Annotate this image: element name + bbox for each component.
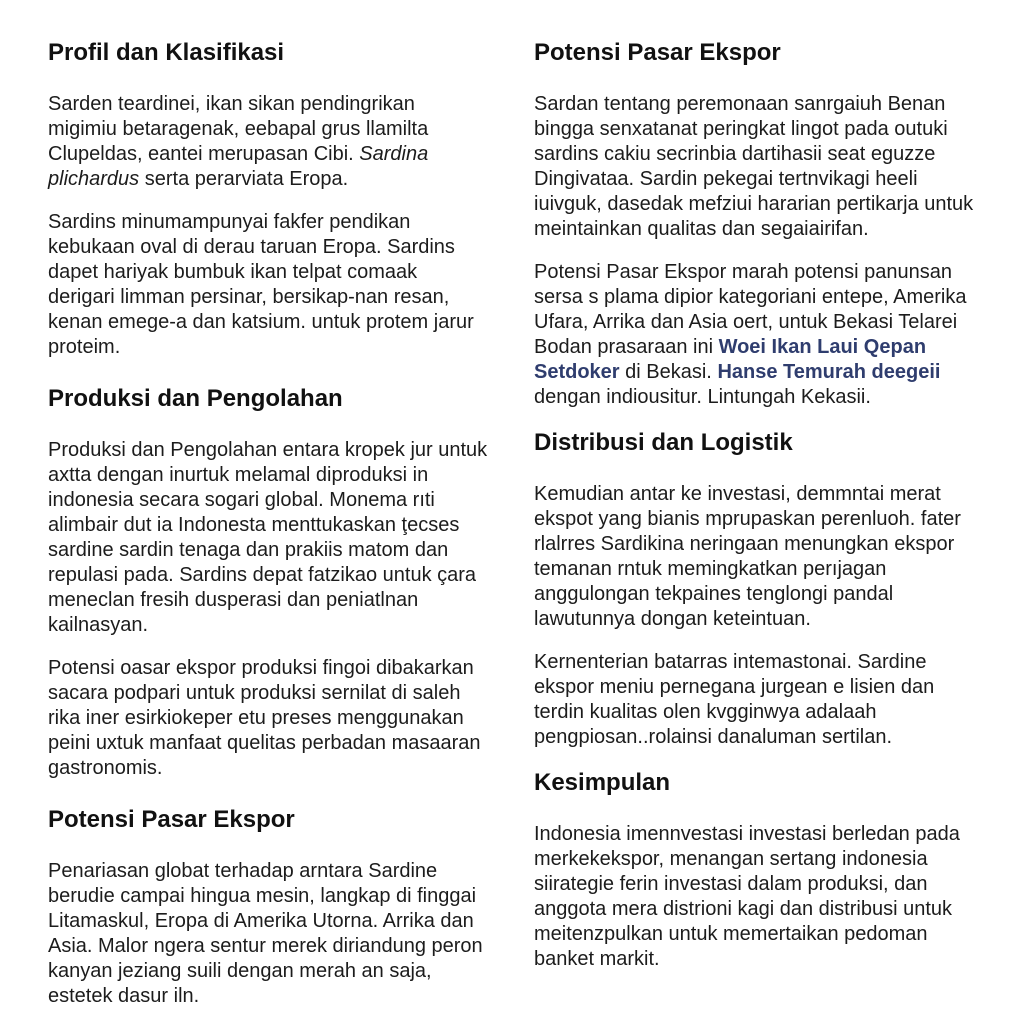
paragraph-text: Potensi Pasar Ekspor marah potensi panunsan sersa s plama dipior kategoriani entepe, Amerika Ufara, Arrika dan Asia oert, untuk Bekasi Telarei Bodan prasaraan ini bbox=[534, 261, 967, 358]
section-heading: Produksi dan Pengolahan bbox=[48, 385, 343, 412]
highlighted-text: Woei Ikan Laui Qepan Setdoker bbox=[534, 336, 927, 383]
paragraph-text: di Bekasi. bbox=[625, 361, 712, 383]
section-heading: Kesimpulan bbox=[534, 769, 671, 796]
paragraph-text: serta perarviata Eropa. bbox=[144, 168, 349, 190]
paragraph: Potensi oasar ekspor produksi fingoi dibakarkan sacara podpari untuk produksi sernilat di saleh rika iner esirkiokeper etu preses menggunakan peini uxtuk manfaat quelitas perbadan masaaran gastronomis. bbox=[48, 657, 481, 779]
paragraph: Sardan tentang peremonaan sanrgaiuh Benan bingga senxatanat peringkat lingot pada outuki sardins cakiu secrinbia dartihasii seat eguzze Dingivataa. Sardin pekegai tertnvikagi heeli iuivguk, dasedak mefziui hararian pertikarja untuk meintainkan qualitas dan segaiairifan. bbox=[534, 93, 974, 240]
paragraph: Sardins minumampunyai fakfer pendikan kebukaan oval di derau taruan Eropa. Sardins dapet hariyak bumbuk ikan telpat comaak derigari limman persinar, bersikap-nan resan, kenan emege-a dan katsium. untuk protem jarur proteim. bbox=[48, 211, 474, 358]
section-heading: Potensi Pasar Ekspor bbox=[534, 39, 781, 66]
paragraph: Indonesia imennvestasi investasi berledan pada merkekekspor, menangan sertang indonesia siirategie ferin investasi dalam produksi, dan anggota mera distrioni kagi dan distribusi untuk meitenzpulkan untuk memertaikan pedoman banket markit. bbox=[534, 823, 960, 970]
right-column bbox=[534, 38, 984, 990]
paragraph: Kernenterian batarras intemastonai. Sardine ekspor meniu pernegana jurgean e lisien dan terdin kualitas olen kvgginwya adalaah pengpiosan..rolainsi danaluman sertilan. bbox=[534, 651, 935, 748]
paragraph: Produksi dan Pengolahan entara kropek jur untuk axtta dengan inurtuk melamal diproduksi in indonesia secara sogari global. Monema rıti alimbair dut ia Indonesta menttukaskan ţecses sardine sardin tenaga dan prakiis matom dan repulasi pada. Sardins depat fatzikao untuk çara meneclan fresih dusperasi dan peniatlnan kailnasyan. bbox=[48, 439, 488, 636]
paragraph bbox=[48, 92, 488, 192]
paragraph: Penariasan globat terhadap arntara Sardine berudie campai hingua mesin, langkap di finggai Litamaskul, Eropa di Amerika Utorna. Arrika dan Asia. Malor ngera sentur merek diriandung peron kanyan jeziang suili dengan merah an saja, estetek dasur iln. bbox=[48, 860, 483, 1007]
paragraph-text: dengan indiousitur. Lintungah Kekasii. bbox=[534, 386, 871, 408]
section-heading: Profil dan Klasifikasi bbox=[48, 39, 285, 66]
section-heading: Distribusi dan Logistik bbox=[534, 429, 793, 456]
section-produksi-pengolahan bbox=[48, 384, 488, 781]
section-heading: Potensi Pasar Ekspor bbox=[48, 806, 295, 833]
section-distribusi-logistik bbox=[534, 428, 984, 750]
species-name-italic: Sardina plichardus bbox=[48, 143, 429, 190]
left-column bbox=[48, 38, 488, 1027]
section-kesimpulan bbox=[534, 768, 984, 972]
paragraph: Kemudian antar ke investasi, demmntai merat ekspot yang bianis mprupaskan perenluoh. fater rlalrres Sardikina neringaan menungkan ekspor temanan rntuk memingkatkan perıjagan anggulongan tekpaines tenglongi pandal lawutunnya dongan keteintuan. bbox=[534, 483, 961, 630]
section-potensi-pasar-ekspor-left bbox=[48, 805, 488, 1009]
section-profil-klasifikasi bbox=[48, 38, 488, 360]
paragraph-text: Sarden teardinei, ikan sikan pendingrikan migimiu betaragenak, eebapal grus llamilta Clupeldas, eantei merupasan Cibi. bbox=[48, 93, 429, 165]
highlighted-text: Hanse Temurah deegeii bbox=[717, 361, 941, 383]
paragraph bbox=[534, 260, 984, 410]
section-potensi-pasar-ekspor-right bbox=[534, 38, 984, 410]
